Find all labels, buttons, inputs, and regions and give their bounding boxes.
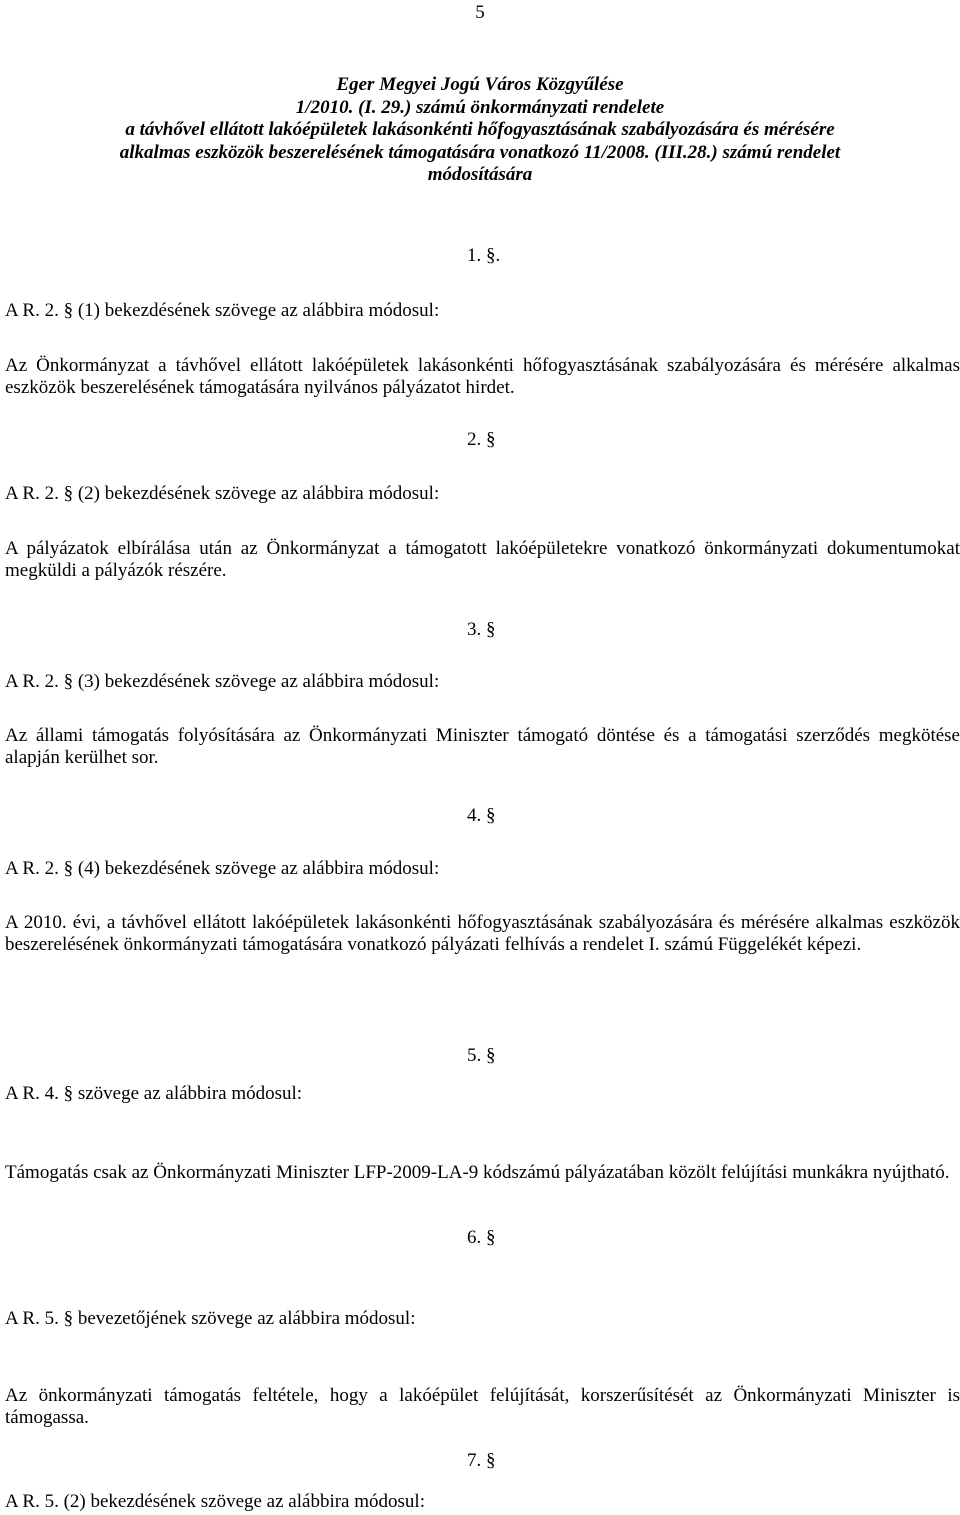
title-line: alkalmas eszközök beszerelésének támogatására vonatkozó 11/2008. (III.28.) számú rendelet [119,141,841,163]
section-intro: A R. 2. § (3) bekezdésének szövege az alábbira módosul: [5,671,440,692]
section-intro: A R. 2. § (4) bekezdésének szövege az alábbira módosul: [5,858,440,879]
title-line: a távhővel ellátott lakóépületek lakásonkénti hőfogyasztásának szabályozására és mérésére [125,119,835,140]
document-title [0,74,960,187]
section-number: 3. § [467,619,496,640]
section-number: 7. § [467,1450,496,1471]
title-line: Eger Megyei Jogú Város Közgyűlése [336,74,624,95]
section-number: 6. § [467,1227,496,1248]
section-text: Az Önkormányzat a távhővel ellátott lakóépületek lakásonkénti hőfogyasztásának szabályozására és mérésére alkalmas eszközök beszerelésének támogatására nyilvános pályázatot hirdet. [5,355,960,398]
title-line: 1/2010. (I. 29.) számú önkormányzati rendelete [295,96,665,118]
section-number: 1. §. [467,245,501,266]
section-intro: A R. 2. § (1) bekezdésének szövege az alábbira módosul: [5,300,440,321]
section-intro: A R. 2. § (2) bekezdésének szövege az alábbira módosul: [5,483,440,504]
section-number: 2. § [467,429,496,450]
section-text: Az önkormányzati támogatás feltétele, hogy a lakóépület felújítását, korszerűsítését az Önkormányzati Miniszter is támogassa. [5,1385,960,1428]
section-intro: A R. 4. § szövege az alábbira módosul: [5,1083,303,1104]
section-text: Támogatás csak az Önkormányzati Miniszter LFP-2009-LA-9 kódszámú pályázatában közölt felújítási munkákra nyújtható. [5,1162,950,1183]
section-text: A pályázatok elbírálása után az Önkormányzat a támogatott lakóépületekre vonatkozó önkormányzati dokumentumokat megküldi a pályázók részére. [5,538,960,581]
section-number: 5. § [467,1045,496,1066]
section-text: Az állami támogatás folyósítására az Önkormányzati Miniszter támogató döntése és a támogatási szerződés megkötése alapján kerülhet sor. [5,725,960,768]
section-intro: A R. 5. (2) bekezdésének szövege az alábbira módosul: [5,1491,425,1512]
title-line: módosítására [427,164,533,185]
section-number: 4. § [467,805,496,826]
page-number: 5 [475,2,485,23]
section-text: A 2010. évi, a távhővel ellátott lakóépületek lakásonkénti hőfogyasztásának szabályozására és mérésére alkalmas eszközök beszerelésének önkormányzati támogatására vonatkozó pályázati felhívás a rendelet I. számú Függelékét képezi. [5,912,960,955]
section-intro: A R. 5. § bevezetőjének szövege az alábbira módosul: [5,1308,416,1329]
